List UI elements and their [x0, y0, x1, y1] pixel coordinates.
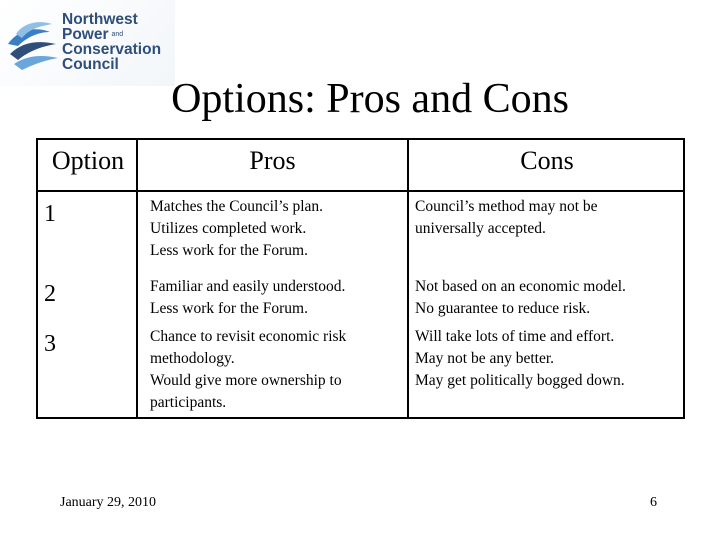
salmon-wave-logo-icon: [4, 14, 62, 72]
header-pros: Pros: [249, 146, 296, 175]
cons-item: May get politically bogged down.: [415, 372, 625, 389]
cons-item: Not based on an economic model.: [415, 278, 626, 295]
row-3-pros: [150, 326, 346, 414]
logo-line-4: Council: [62, 56, 119, 74]
cons-item: No guarantee to reduce risk.: [415, 300, 591, 317]
header-divider: [38, 190, 683, 192]
logo-line-1: Northwest: [62, 11, 138, 28]
footer-date: January 29, 2010: [60, 495, 157, 510]
column-divider: [407, 140, 409, 417]
cons-item: Will take lots of time and effort.: [415, 328, 615, 345]
cons-item: universally accepted.: [415, 220, 546, 237]
cons-item: Council’s method may not be: [415, 198, 598, 215]
option-number-1: 1: [44, 201, 56, 227]
pros-item: Less work for the Forum.: [150, 300, 308, 317]
slide-title: Options: Pros and Cons: [171, 76, 569, 122]
row-3-cons: [415, 326, 625, 392]
pros-item: Familiar and easily understood.: [150, 278, 346, 295]
row-2-cons: [415, 276, 626, 320]
option-number-2: 2: [44, 281, 56, 307]
page-number: 6: [650, 495, 657, 510]
header-option: Option: [51, 146, 125, 175]
pros-item: Would give more ownership to: [150, 372, 342, 389]
option-number-3: 3: [44, 331, 56, 357]
row-1-pros: [150, 196, 323, 262]
pros-cons-table: [36, 138, 685, 419]
pros-item: Utilizes completed work.: [150, 220, 307, 237]
pros-item: Chance to revisit economic risk: [150, 328, 347, 345]
pros-item: Matches the Council’s plan.: [150, 198, 324, 215]
logo-line-3: Conservation: [62, 41, 162, 59]
logo-and: and: [111, 31, 124, 39]
header-cons: Cons: [520, 146, 574, 175]
cons-item: May not be any better.: [415, 350, 555, 367]
row-1-cons: [415, 196, 598, 240]
pros-item: Less work for the Forum.: [150, 242, 308, 259]
row-2-pros: [150, 276, 345, 320]
logo-line-2: Power and: [62, 26, 124, 43]
logo-wordmark: [62, 12, 161, 72]
column-divider: [136, 140, 138, 417]
pros-item: participants.: [150, 394, 227, 411]
pros-item: methodology.: [150, 350, 235, 367]
